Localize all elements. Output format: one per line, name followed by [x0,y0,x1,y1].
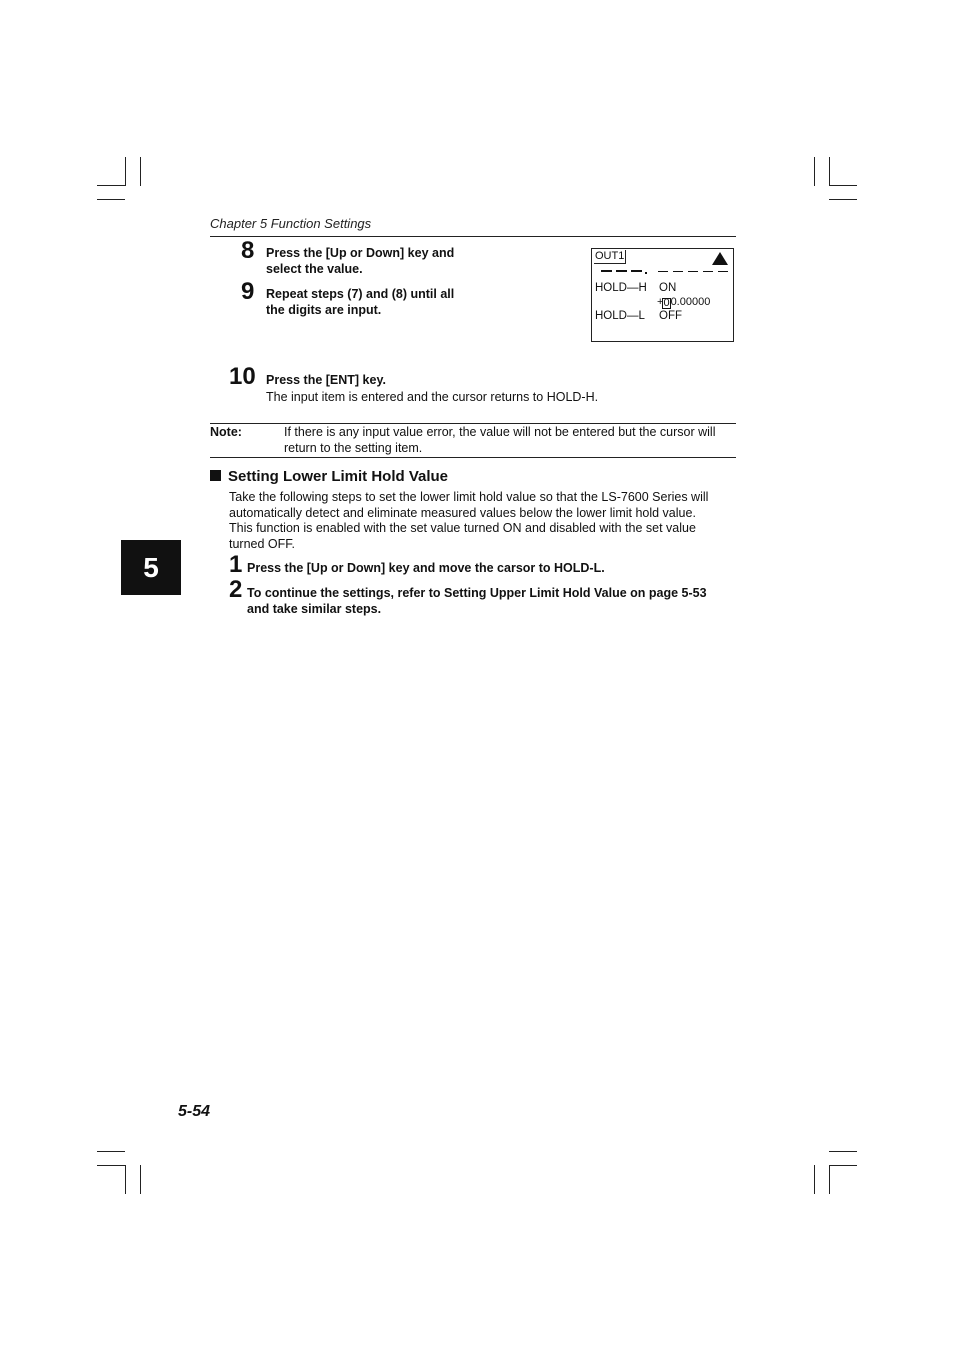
lcd-segment [673,271,683,272]
step-line: Press the [Up or Down] key and [266,246,455,260]
crop-mark [97,199,125,200]
section-title [210,468,448,485]
paragraph-line: automatically detect and eliminate measured values below the lower limit hold value. [229,505,696,520]
crop-mark [829,157,830,186]
crop-mark [829,185,857,186]
step-text: Press the [Up or Down] key and move the carsor to HOLD-L. [247,561,605,575]
paragraph-line: Take the following steps to set the lower limit hold value so that the LS-7600 Series will [229,490,709,504]
step-line: select the value. [266,262,363,276]
header-rule [210,236,736,237]
note-line: If there is any input value error, the value will not be entered but the cursor will [284,425,716,439]
note-text [284,425,715,456]
crop-mark [814,157,815,186]
lcd-segment [631,270,642,272]
step-line: and take similar steps. [247,602,382,616]
lcd-decimal-point [645,272,647,274]
crop-mark [125,1165,126,1194]
lcd-segment [616,270,627,272]
step-text [266,245,454,277]
crop-mark [829,1151,857,1152]
lcd-hold-l-state: OFF [659,310,682,322]
crop-mark [97,185,125,186]
lcd-segment [658,271,668,272]
section-title-text: Setting Lower Limit Hold Value [228,468,449,485]
step-text: Press the [ENT] key. [266,373,386,387]
up-triangle-icon [712,252,728,265]
square-bullet-icon [210,470,221,481]
lcd-segment [703,271,713,272]
step-number: 1 [229,551,243,578]
lcd-segment [688,271,698,272]
lcd-out-tag: OUT1 [595,250,625,262]
lcd-value-sign: + [657,296,664,308]
lcd-hold-h-label: HOLD—H [595,282,647,294]
lcd-hold-h-value [657,295,710,309]
section-paragraph [229,490,708,552]
note-rule-top [210,423,736,424]
lcd-cursor: 0 [663,297,670,309]
step-number: 10 [229,363,256,390]
crop-mark [140,157,141,186]
step-number: 9 [241,278,255,305]
step-line: Repeat steps (7) and (8) until all [266,287,455,301]
crop-mark [97,1165,125,1166]
lcd-segment [718,271,728,272]
note-label: Note: [210,425,242,439]
lcd-hold-l-label: HOLD—L [595,310,645,322]
paragraph-line: This function is enabled with the set value turned ON and disabled with the set value [229,521,696,536]
step-text [247,585,707,617]
paragraph-line: turned OFF. [229,536,295,551]
note-line: return to the setting item. [284,440,423,455]
crop-mark [829,1165,857,1166]
chapter-header: Chapter 5 Function Settings [210,216,372,231]
crop-mark [829,199,857,200]
step-line: the digits are input. [266,303,382,317]
chapter-tab: 5 [121,540,181,595]
crop-mark [829,1165,830,1194]
lcd-hold-h-state: ON [659,282,677,294]
crop-mark [140,1165,141,1194]
page-number: 5-54 [178,1103,211,1120]
lcd-segment [601,270,612,272]
step-text [266,286,454,318]
crop-mark [125,157,126,186]
lcd-display [591,248,734,342]
step-number: 8 [241,237,255,264]
crop-mark [97,1151,125,1152]
step-number: 2 [229,576,243,603]
note-rule-bottom [210,457,736,458]
lcd-value-digits: 0.00000 [670,296,711,308]
crop-mark [814,1165,815,1194]
step-line: To continue the settings, refer to Setting Upper Limit Hold Value on page 5-53 [247,586,707,600]
step-description: The input item is entered and the cursor returns to HOLD-H. [266,390,599,404]
